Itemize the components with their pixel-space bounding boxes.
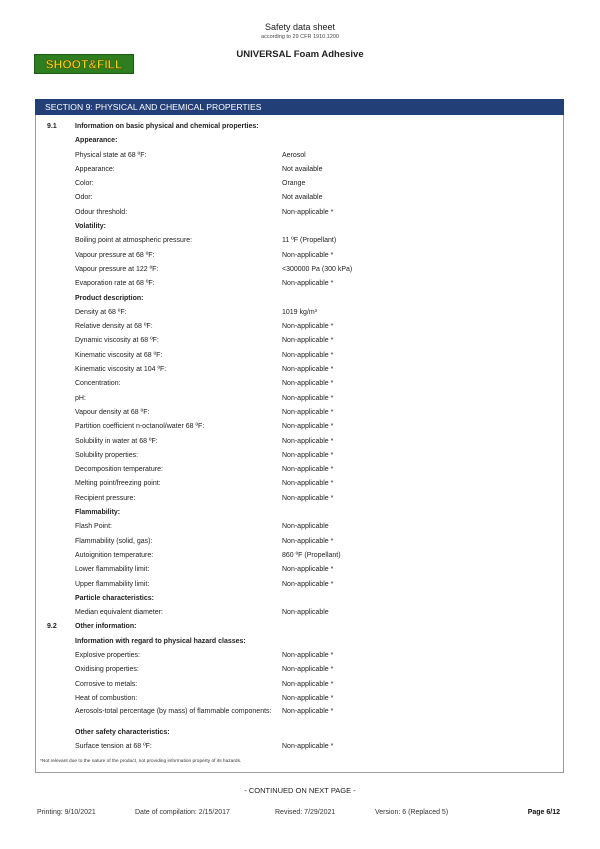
property-row [35, 234, 564, 248]
property-label: Upper flammability limit: [75, 580, 150, 588]
property-row [35, 477, 564, 491]
group-heading [35, 635, 564, 649]
property-row [35, 449, 564, 463]
property-label: Odor: [75, 194, 93, 202]
property-label: Density at 68 ºF: [75, 308, 127, 316]
property-value: Non-applicable * [282, 651, 334, 659]
property-label: Decomposition temperature: [75, 466, 163, 474]
property-value: Aerosol [282, 151, 306, 159]
heading-text: Appearance: [75, 137, 118, 145]
property-value: Non-applicable * [282, 566, 334, 574]
version-info: Version: 6 (Replaced 5) [375, 809, 449, 816]
page-footer [35, 807, 564, 819]
property-label: Appearance: [75, 165, 115, 173]
property-label: Flash Point: [75, 523, 112, 531]
revised-date: Revised: 7/29/2021 [275, 809, 336, 816]
property-label: Melting point/freezing point: [75, 480, 161, 488]
property-row [35, 149, 564, 163]
property-label: Dynamic viscosity at 68 ºF: [75, 337, 159, 345]
property-value: Non-applicable * [282, 680, 334, 688]
subsection-heading [35, 620, 564, 634]
document-title: Safety data sheet [264, 22, 336, 32]
heading-text: Other information: [75, 623, 137, 631]
property-value: Non-applicable * [282, 708, 334, 716]
page-number: Page 6/12 [527, 809, 560, 816]
property-value: Non-applicable * [282, 280, 334, 288]
property-label: Explosive properties: [75, 651, 140, 659]
property-label: Color: [75, 180, 94, 188]
property-value: Non-applicable [282, 523, 329, 531]
property-value: Non-applicable * [282, 694, 334, 702]
property-label: Boiling point at atmospheric pressure: [75, 237, 193, 245]
property-row [35, 435, 564, 449]
property-value: Non-applicable * [282, 380, 334, 388]
property-row [35, 420, 564, 434]
property-row [35, 492, 564, 506]
subsection-heading [35, 120, 564, 134]
printing-date: Printing: 9/10/2021 [37, 809, 96, 816]
property-value: Non-applicable * [282, 666, 334, 674]
property-row [35, 649, 564, 663]
property-row [35, 406, 564, 420]
property-label: Solubility in water at 68 ºF: [75, 437, 158, 445]
property-value: Non-applicable * [282, 408, 334, 416]
group-heading [35, 592, 564, 606]
heading-text: Information on basic physical and chemical properties: [75, 123, 259, 130]
group-heading [35, 726, 564, 740]
brand-logo-wordmark [36, 56, 132, 72]
property-label: Surface tension at 68 ºF: [75, 743, 152, 751]
property-value: Non-applicable * [282, 366, 334, 374]
property-label: Solubility properties: [75, 451, 139, 459]
property-label: Relative density at 68 ºF: [75, 323, 153, 331]
property-label: Recipient pressure: [75, 494, 136, 502]
property-value: Non-applicable * [282, 208, 334, 216]
property-value: 1019 kg/m³ [282, 308, 318, 316]
property-row [35, 663, 564, 677]
property-row [35, 377, 564, 391]
property-value: 11 ºF (Propellant) [282, 237, 337, 245]
property-label: Autoignition temperature: [75, 551, 154, 559]
heading-text: Other safety characteristics: [75, 729, 170, 737]
property-row [35, 320, 564, 334]
footnote: *Not relevant due to the nature of the product, not providing information property of its hazards. [40, 759, 242, 764]
continued-note: - CONTINUED ON NEXT PAGE - [244, 786, 356, 795]
group-heading [35, 506, 564, 520]
property-label: Flammability (solid, gas): [75, 537, 153, 545]
property-row [35, 549, 564, 563]
group-heading [35, 292, 564, 306]
brand-logo [34, 54, 134, 74]
property-label: Kinematic viscosity at 104 ºF: [75, 366, 167, 374]
heading-text: Volatility: [75, 223, 106, 231]
property-row [35, 277, 564, 291]
property-row [35, 334, 564, 348]
group-heading [35, 134, 564, 148]
property-row [35, 392, 564, 406]
property-value: Non-applicable * [282, 466, 334, 474]
regulation-subtitle: according to 29 CFR 1910.1200 [261, 34, 339, 40]
svg-text:SHOOT&FILL: SHOOT&FILL [45, 57, 123, 72]
property-label: Vapour density at 68 ºF: [75, 408, 150, 416]
property-value: Non-applicable * [282, 580, 334, 588]
section-heading: SECTION 9: PHYSICAL AND CHEMICAL PROPERTIES [35, 99, 564, 115]
property-row [35, 191, 564, 205]
subsection-number: 9.1 [47, 123, 57, 130]
property-label: Concentration: [75, 380, 121, 388]
property-row [35, 206, 564, 220]
property-row [35, 535, 564, 549]
property-value: Non-applicable * [282, 537, 334, 545]
property-row [35, 177, 564, 191]
property-value: Non-applicable * [282, 480, 334, 488]
property-value: Non-applicable * [282, 351, 334, 359]
property-row [35, 692, 564, 706]
property-row [35, 563, 564, 577]
property-row [35, 740, 564, 754]
heading-text: Information with regard to physical hazard classes: [75, 637, 246, 645]
property-value: Not available [282, 165, 323, 173]
property-value: <300000 Pa (300 kPa) [282, 265, 353, 273]
property-row [35, 706, 564, 726]
property-row [35, 463, 564, 477]
properties-list [35, 120, 564, 755]
heading-text: Product description: [75, 294, 144, 302]
group-heading [35, 220, 564, 234]
property-value: Non-applicable * [282, 743, 334, 751]
property-value: Non-applicable [282, 609, 329, 617]
property-row [35, 306, 564, 320]
property-row [35, 578, 564, 592]
property-label: Heat of combustion: [75, 694, 138, 702]
product-name: UNIVERSAL Foam Adhesive [236, 49, 364, 60]
property-row [35, 520, 564, 534]
property-label: Evaporation rate at 68 ºF: [75, 280, 155, 288]
property-value: Non-applicable * [282, 337, 334, 345]
property-value: Non-applicable * [282, 437, 334, 445]
property-label: Oxidising properties: [75, 666, 139, 674]
property-row [35, 363, 564, 377]
property-label: Partition coefficient n-octanol/water 68 ºF: [75, 423, 205, 431]
property-label: Odour threshold: [75, 208, 128, 216]
property-label: Physical state at 68 ºF: [75, 151, 147, 159]
property-label: Vapour pressure at 122 ºF: [75, 265, 159, 273]
property-label: Kinematic viscosity at 68 ºF: [75, 351, 163, 359]
property-label: Lower flammability limit: [75, 566, 150, 574]
property-row [35, 349, 564, 363]
property-value: Not available [282, 194, 323, 202]
property-value: Non-applicable * [282, 451, 334, 459]
property-label: Corrosive to metals: [75, 680, 138, 688]
property-label: pH: [75, 394, 86, 402]
property-label: Median equivalent diameter: [75, 609, 163, 617]
property-value: Non-applicable * [282, 323, 334, 331]
property-row [35, 606, 564, 620]
property-row [35, 163, 564, 177]
property-label: Vapour pressure at 68 ºF: [75, 251, 155, 259]
property-row [35, 249, 564, 263]
compilation-date: Date of compilation: 2/15/2017 [135, 809, 230, 816]
property-value: Non-applicable * [282, 494, 334, 502]
property-row [35, 678, 564, 692]
property-value: Non-applicable * [282, 394, 334, 402]
property-value: Orange [282, 180, 306, 188]
property-value: Non-applicable * [282, 423, 334, 431]
property-label: Aerosols-total percentage (by mass) of flammable components: [75, 708, 272, 716]
subsection-number: 9.2 [47, 623, 57, 631]
property-row [35, 263, 564, 277]
property-value: Non-applicable * [282, 251, 334, 259]
property-value: 860 ºF (Propellant) [282, 551, 341, 559]
heading-text: Particle characteristics: [75, 594, 154, 602]
heading-text: Flammability: [75, 509, 121, 517]
